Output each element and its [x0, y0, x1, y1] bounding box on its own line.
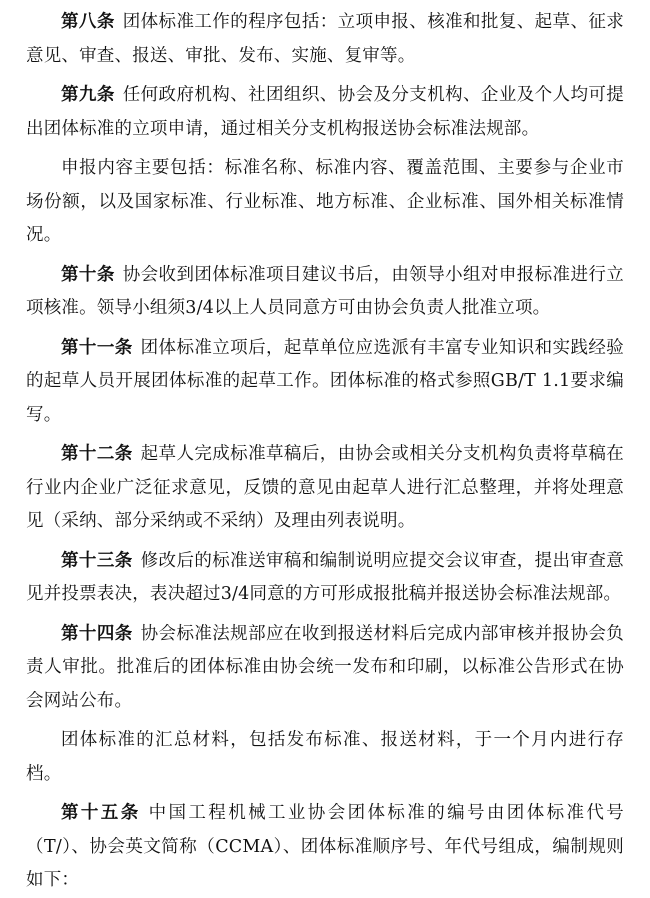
paragraph-text: 申报内容主要包括：标准名称、标准内容、覆盖范围、主要参与企业市场份额，以及国家标准、行业标准、地方标准、企业标准、国外相关标准情况。: [26, 158, 624, 245]
article-14: [26, 618, 624, 719]
article-label: 第十一条: [61, 337, 133, 358]
article-label: 第八条: [61, 12, 115, 32]
article-label: 第十三条: [61, 550, 133, 571]
article-label: 第十二条: [61, 444, 133, 464]
paragraph-text: 团体标准的汇总材料，包括发布标准、报送材料，于一个月内进行存档。: [26, 730, 624, 784]
article-text: 团体标准立项后，起草单位应选派有丰富专业知识和实践经验的起草人员开展团体标准的起草工作。团体标准的格式参照GB/T 1.1要求编写。: [26, 337, 624, 425]
article-label: 第十五条: [61, 803, 141, 823]
article-text: 中国工程机械工业协会团体标准的编号由团体标准代号（T/）、协会英文简称（CCMA）、团体标准顺序号、年代号组成，编制规则如下：: [26, 803, 624, 890]
article-label: 第十四条: [61, 623, 133, 644]
article-13: [26, 545, 624, 612]
article-12: [26, 438, 624, 539]
article-9: [26, 79, 624, 146]
article-label: 第九条: [61, 85, 115, 105]
article-8: [26, 6, 624, 73]
article-text: 协会标准法规部应在收到报送材料后完成内部审核并报协会负责人审批。批准后的团体标准由协会统一发布和印刷，以标准公告形式在协会网站公布。: [26, 623, 624, 711]
article-14-paragraph-2: [26, 724, 624, 791]
article-label: 第十条: [61, 264, 115, 285]
article-text: 协会收到团体标准项目建议书后，由领导小组对申报标准进行立项核准。领导小组须3/4以上人员同意方可由协会负责人批准立项。: [26, 264, 624, 318]
article-11: [26, 332, 624, 433]
article-9-paragraph-2: [26, 152, 624, 253]
article-15: [26, 797, 624, 898]
article-text: 任何政府机构、社团组织、协会及分支机构、企业及个人均可提出团体标准的立项申请，通过相关分支机构报送协会标准法规部。: [26, 85, 624, 139]
article-text: 团体标准工作的程序包括：立项申报、核准和批复、起草、征求意见、审查、报送、审批、发布、实施、复审等。: [26, 12, 624, 66]
article-text: 修改后的标准送审稿和编制说明应提交会议审查，提出审查意见并投票表决，表决超过3/4同意的方可形成报批稿并报送协会标准法规部。: [26, 550, 624, 604]
article-10: [26, 259, 624, 326]
article-text: 起草人完成标准草稿后，由协会或相关分支机构负责将草稿在行业内企业广泛征求意见，反馈的意见由起草人进行汇总整理，并将处理意见（采纳、部分采纳或不采纳）及理由列表说明。: [26, 444, 624, 531]
